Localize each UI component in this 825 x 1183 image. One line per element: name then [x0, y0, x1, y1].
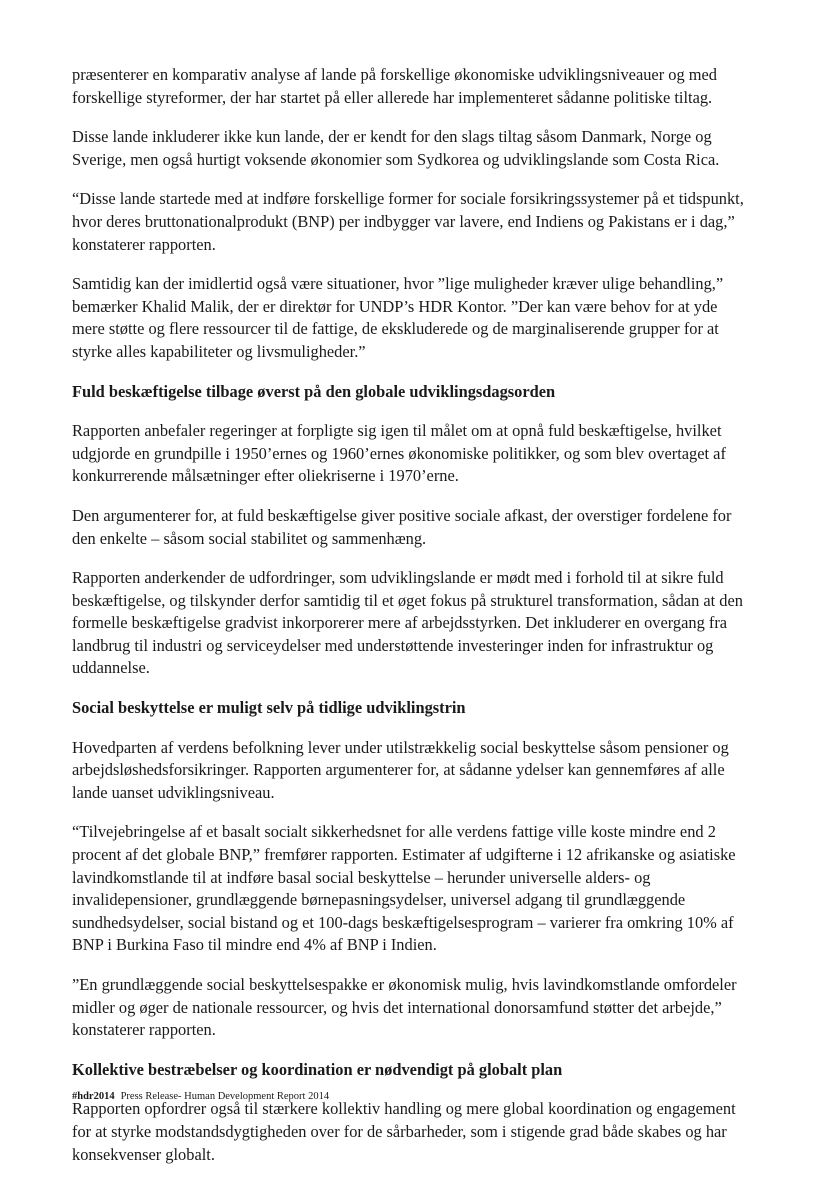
- section-heading-full-employment: Fuld beskæftigelse tilbage øverst på den globale udviklingsdagsorden: [72, 381, 556, 401]
- paragraph-social-returns: Den argumenterer for, at fuld beskæftigelse giver positive sociale afkast, der overstiger fordelene for den enkelte – såsom social stabilitet og sammenhæng.: [72, 505, 732, 548]
- paragraph-khalid-malik: Samtidig kan der imidlertid også være situationer, hvor ”lige muligheder kræver ulige behandling,” bemærker Khalid Malik, der er direktør for UNDP’s HDR Kontor. ”Der kan være behov for at yde mere støtte og flere ressourcer til de fattige, de ekskluderede og de marginaliserende grupper for at styrke alles kapabiliteter og livsmuligheder.”: [72, 274, 724, 361]
- paragraph-countries: Disse lande inkluderer ikke kun lande, der er kendt for den slags tiltag såsom Danmark, Norge og Sverige, men også hurtigt voksende økonomier som Sydkorea og udviklingslande som Costa Rica.: [72, 127, 720, 169]
- document-body: [72, 64, 744, 1183]
- paragraph-protection-package: ”En grundlæggende social beskyttelsespakke er økonomisk mulig, hvis lavindkomstlande omfordeler midler og øger de nationale ressourcer, og hvis det international donorsamfund støtter det arbejde,” konstaterer rapporten.: [72, 975, 737, 1040]
- paragraph-safety-net-cost: “Tilvejebringelse af et basalt socialt sikkerhedsnet for alle verdens fattige ville koste mindre end 2 procent af det globale BNP,” fremfører rapporten. Estimater af udgifterne i 12 afrikanske og asiatiske lavindkomstlande til at indføre basal social beskyttelse – herunder universelle alders- og invalidepensioner, grundlæggende børnepasningsydelser, universel adgang til grundlæggende sundhedsydelser, social bistand og et 100-dags beskæftigelsesprogram – varierer fra omkring 10% af BNP i Burkina Faso til mindre end 4% af BNP i Indien.: [72, 822, 736, 955]
- paragraph-full-employment-recommendation: Rapporten anbefaler regeringer at forpligte sig igen til målet om at opnå fuld beskæftigelse, hvilket udgjorde en grundpille i 1950’ernes og 1960’ernes økonomiske politikker, og som blev overtaget af konkurrerende målsætninger efter oliekriserne i 1970’erne.: [72, 421, 726, 486]
- footer-text: Press Release- Human Development Report 2014: [120, 1091, 330, 1102]
- section-heading-collective-efforts: Kollektive bestræbelser og koordination er nødvendigt på globalt plan: [72, 1059, 563, 1079]
- page-footer: [72, 1090, 329, 1104]
- paragraph-insufficient-protection: Hovedparten af verdens befolkning lever under utilstrækkelig social beskyttelse såsom pensioner og arbejdsløshedsforsikringer. Rapporten argumenterer for, at sådanne ydelser kan gennemføres af alle lande uanset udviklingsniveau.: [72, 737, 729, 802]
- paragraph-structural-transformation: Rapporten anderkender de udfordringer, som udviklingslande er mødt med i forhold til at sikre fuld beskæftigelse, og tilskynder derfor samtidig til et øget fokus på strukturel transformation, sådan at den formelle beskæftigelse gradvist inkorporerer mere af arbejdsstyrken. Det inkluderer en overgang fra landbrug til industri og serviceydelser med understøttende investeringer inden for infrastruktur og uddannelse.: [72, 568, 743, 678]
- footer-hashtag: #hdr2014: [72, 1091, 115, 1102]
- paragraph-intro-continued: præsenterer en komparativ analyse af lande på forskellige økonomiske udviklingsniveauer og med forskellige styreformer, der har startet på eller allerede har implementeret sådanne politiske tiltag.: [72, 65, 717, 107]
- paragraph-global-coordination: Rapporten opfordrer også til stærkere kollektiv handling og mere global koordination og engagement for at styrke modstandsdygtigheden over for de sårbarheder, som i stigende grad både skabes og har konsekvenser globalt.: [72, 1099, 736, 1164]
- section-heading-social-protection: Social beskyttelse er muligt selv på tidlige udviklingstrin: [72, 698, 466, 718]
- paragraph-quote-gdp: “Disse lande startede med at indføre forskellige former for sociale forsikringssystemer på et tidspunkt, hvor deres bruttonationalprodukt (BNP) per indbygger var lavere, end Indiens og Pakistans er i dag,” konstaterer rapporten.: [72, 189, 744, 254]
